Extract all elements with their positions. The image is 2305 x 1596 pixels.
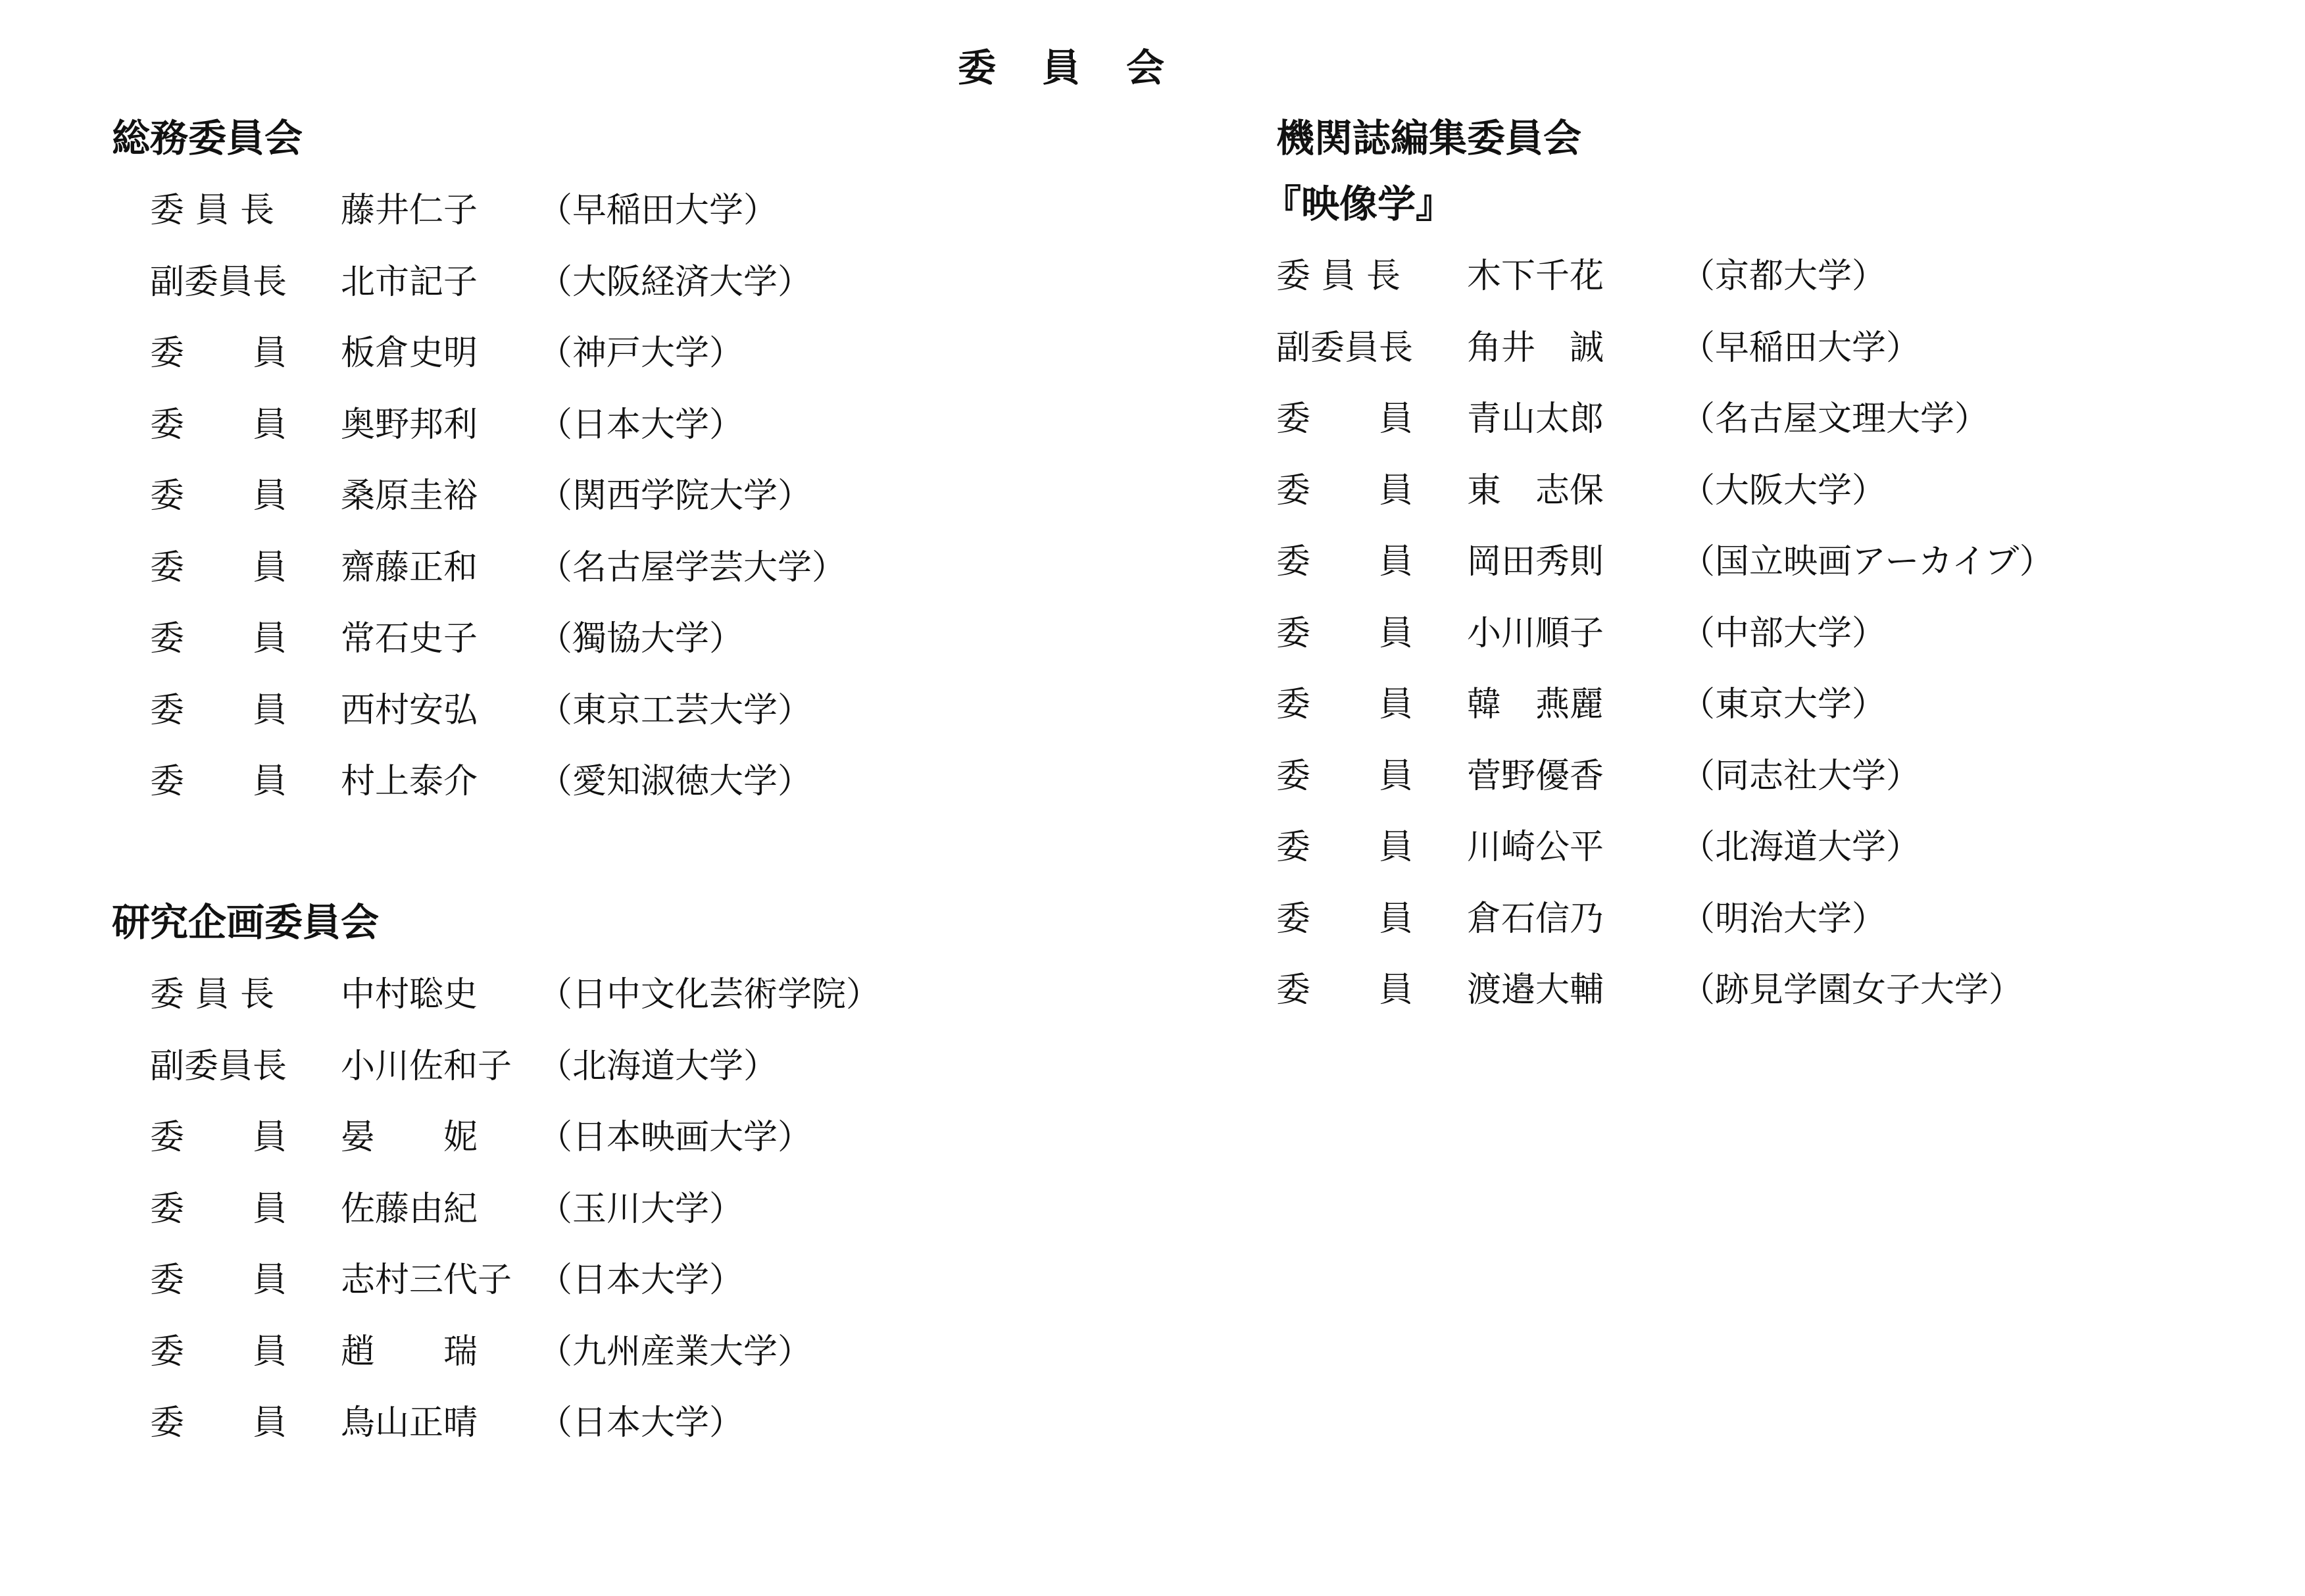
member-role: 委 員 長 (150, 191, 275, 230)
member-affiliation: （日本大学） (538, 1260, 744, 1300)
member-affiliation: （愛知淑徳大学） (538, 762, 812, 801)
member-role: 委 員 (1276, 399, 1414, 439)
member-name: 中村聡史 (341, 975, 478, 1014)
member-row (1276, 598, 2054, 670)
member-name: 北市記子 (341, 262, 478, 302)
member-row (150, 1174, 880, 1245)
member-name: 青山太郎 (1467, 399, 1604, 439)
member-row (1276, 884, 2054, 955)
member-row (150, 1102, 880, 1174)
member-name: 板倉史明 (341, 334, 478, 373)
member-name: 晏 妮 (341, 1118, 478, 1157)
member-name: 倉石信乃 (1467, 899, 1604, 939)
member-name: 桑原圭裕 (341, 476, 478, 516)
member-role: 委 員 (1276, 899, 1414, 939)
member-row (150, 389, 846, 461)
member-affiliation: （同志社大学） (1681, 756, 1921, 796)
member-row (150, 175, 846, 247)
member-role: 委 員 (150, 1260, 287, 1300)
member-row (1276, 955, 2054, 1026)
member-role: 委 員 長 (1276, 257, 1401, 296)
member-role: 委 員 (150, 334, 287, 373)
member-affiliation: （大阪大学） (1681, 470, 1887, 511)
member-list (1276, 241, 2054, 1026)
member-role: 委 員 (150, 619, 287, 659)
member-role: 委 員 (1276, 970, 1414, 1010)
member-name: 鳥山正晴 (341, 1403, 478, 1443)
member-row (1276, 384, 2054, 455)
member-role: 委 員 (1276, 542, 1414, 582)
member-name: 岡田秀則 (1467, 542, 1604, 582)
member-role: 委 員 (1276, 613, 1414, 653)
member-row (1276, 669, 2054, 741)
member-name: 韓 燕麗 (1467, 685, 1604, 724)
member-row (150, 1245, 880, 1316)
committee-research-planning (112, 889, 880, 1459)
member-affiliation: （早稲田大学） (538, 191, 778, 230)
member-role: 委 員 (150, 547, 287, 587)
member-affiliation: （名古屋学芸大学） (538, 547, 847, 587)
member-row (150, 247, 846, 318)
member-affiliation: （日中文化芸術学院） (538, 975, 881, 1014)
member-row (150, 675, 846, 747)
member-role: 委 員 (150, 690, 287, 730)
member-role: 委 員 (150, 1403, 287, 1443)
member-row (150, 1387, 880, 1459)
member-name: 齋藤正和 (341, 547, 478, 587)
member-affiliation: （関西学院大学） (538, 476, 812, 516)
member-affiliation: （東京大学） (1681, 685, 1887, 724)
member-name: 菅野優香 (1467, 756, 1604, 796)
member-affiliation: （玉川大学） (538, 1189, 744, 1229)
member-name: 西村安弘 (341, 690, 478, 730)
member-row (1276, 741, 2054, 812)
member-role: 委 員 (1276, 756, 1414, 796)
member-name: 小川順子 (1467, 613, 1604, 653)
member-row (1276, 455, 2054, 527)
member-role: 委 員 (150, 405, 287, 445)
member-affiliation: （日本大学） (538, 405, 744, 445)
member-row (150, 603, 846, 675)
member-affiliation: （跡見学園女子大学） (1681, 970, 2023, 1010)
journal-title: 『映像学』 (1263, 182, 1454, 226)
member-name: 東 志保 (1467, 470, 1604, 511)
member-role: 委 員 長 (150, 975, 275, 1014)
committee-heading: 研究企画委員会 (112, 900, 380, 945)
member-row (150, 1031, 880, 1103)
member-name: 藤井仁子 (341, 191, 478, 230)
member-list (112, 959, 880, 1459)
member-row (150, 461, 846, 532)
member-affiliation: （中部大学） (1681, 613, 1887, 653)
member-name: 佐藤由紀 (341, 1189, 478, 1229)
member-affiliation: （東京工芸大学） (538, 690, 812, 730)
member-row (150, 746, 846, 818)
member-role: 委 員 (150, 1332, 287, 1372)
member-role: 副委員長 (150, 262, 287, 302)
member-affiliation: （国立映画アーカイブ） (1681, 542, 2054, 582)
member-name: 木下千花 (1467, 257, 1604, 296)
member-name: 小川佐和子 (341, 1046, 512, 1086)
member-role: 委 員 (1276, 470, 1414, 511)
member-affiliation: （明治大学） (1681, 899, 1887, 939)
member-affiliation: （獨協大学） (538, 619, 744, 659)
member-list (112, 175, 846, 818)
member-name: 川崎公平 (1467, 828, 1604, 867)
member-role: 副委員長 (150, 1046, 287, 1086)
member-row (150, 318, 846, 389)
member-affiliation: （名古屋文理大学） (1681, 399, 1989, 439)
member-affiliation: （早稲田大学） (1681, 328, 1921, 368)
member-role: 委 員 (1276, 828, 1414, 867)
committee-heading: 機関誌編集委員会 (1276, 116, 1582, 161)
member-role: 委 員 (150, 1118, 287, 1157)
member-row (150, 959, 880, 1031)
member-row (1276, 241, 2054, 312)
member-name: 村上泰介 (341, 762, 478, 801)
member-role: 委 員 (1276, 685, 1414, 724)
member-affiliation: （京都大学） (1681, 257, 1887, 296)
member-affiliation: （北海道大学） (1681, 828, 1921, 867)
committee-general-affairs (112, 105, 846, 818)
member-affiliation: （日本大学） (538, 1403, 744, 1443)
member-affiliation: （神戸大学） (538, 334, 744, 373)
member-affiliation: （大阪経済大学） (538, 262, 812, 302)
member-row (150, 1316, 880, 1388)
page-title: 委員会 (957, 45, 1210, 90)
member-row (1276, 312, 2054, 384)
member-role: 副委員長 (1276, 328, 1414, 368)
committee-journal-editorial (1263, 105, 2054, 1026)
member-name: 角井 誠 (1467, 328, 1604, 368)
member-role: 委 員 (150, 1189, 287, 1229)
member-name: 奥野邦利 (341, 405, 478, 445)
member-role: 委 員 (150, 762, 287, 801)
member-row (1276, 812, 2054, 884)
member-affiliation: （日本映画大学） (538, 1118, 812, 1157)
committee-heading: 総務委員会 (112, 116, 303, 161)
member-row (150, 532, 846, 604)
member-name: 渡邉大輔 (1467, 970, 1604, 1010)
member-name: 常石史子 (341, 619, 478, 659)
member-affiliation: （九州産業大学） (538, 1332, 812, 1372)
member-affiliation: （北海道大学） (538, 1046, 778, 1086)
member-role: 委 員 (150, 476, 287, 516)
member-name: 趙 瑞 (341, 1332, 478, 1372)
member-row (1276, 526, 2054, 598)
member-name: 志村三代子 (341, 1260, 512, 1300)
